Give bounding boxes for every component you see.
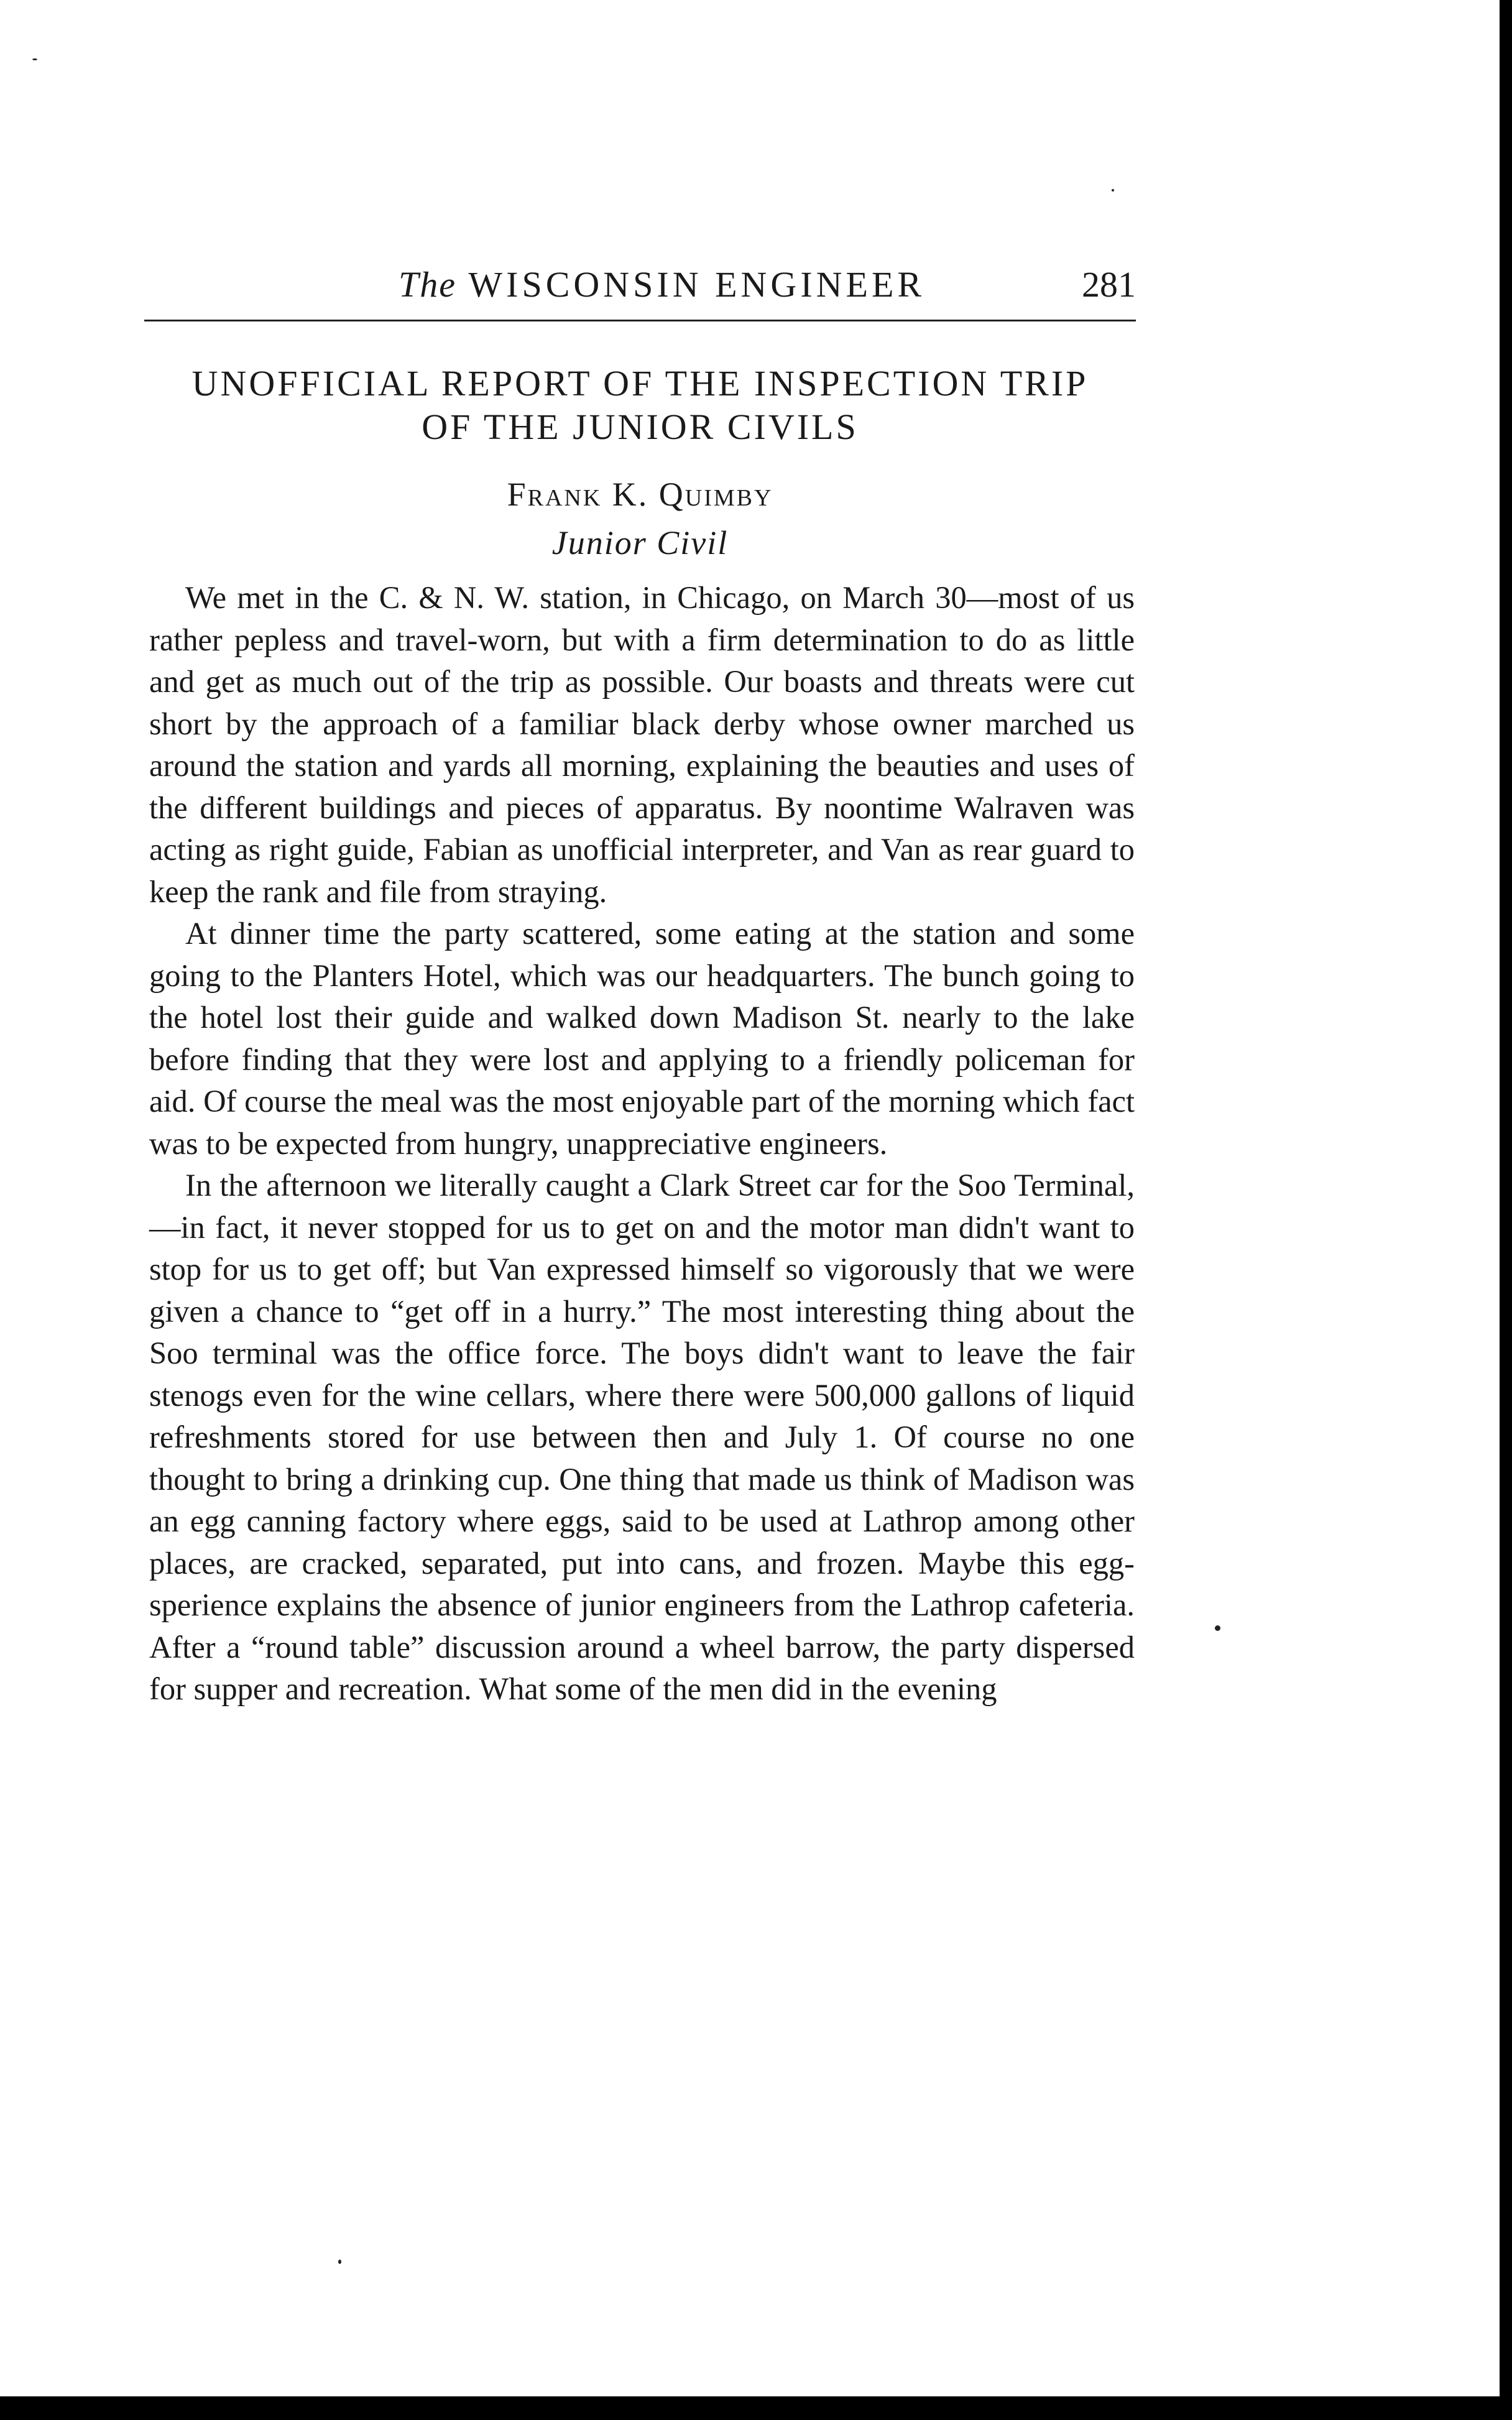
article-title-line-2: OF THE JUNIOR CIVILS bbox=[422, 407, 859, 447]
scan-border-right bbox=[1500, 0, 1512, 2420]
scan-speck bbox=[1112, 189, 1114, 192]
page-number: 281 bbox=[1082, 264, 1136, 305]
article-title-line-1: UNOFFICIAL REPORT OF THE INSPECTION TRIP bbox=[191, 363, 1089, 404]
journal-title: WISCONSIN ENGINEER bbox=[468, 264, 926, 305]
paragraph-1: We met in the C. & N. W. station, in Chicago, on March 30—most of us rather pepless and travel-worn, but with a firm determination to do as little and get as much out of the trip as possible. Our boasts and threats were cut short by the approach of a familiar black derby whose owner marched us around the station and yards all morning, explaining the beauties and uses of the different buildings and pieces of apparatus. By noontime Walraven was acting as right guide, Fabian as unofficial interpreter, and Van as rear guard to keep the rank and file from straying. bbox=[149, 580, 1135, 909]
article-author: Frank K. Quimby bbox=[507, 476, 773, 513]
journal-prefix: The bbox=[398, 264, 456, 305]
running-head bbox=[144, 260, 1136, 322]
header-rule bbox=[144, 320, 1136, 321]
article-body bbox=[149, 577, 1135, 1711]
journal-name bbox=[144, 264, 1136, 305]
scan-speck bbox=[1215, 1625, 1220, 1631]
scan-speck bbox=[32, 58, 37, 60]
author-affiliation: Junior Civil bbox=[551, 524, 729, 561]
scan-border-bottom bbox=[0, 2396, 1512, 2420]
paragraph-3: In the afternoon we literally caught a Clark Street car for the Soo Terminal,—in fact, it never stopped for us to get on and the motor man didn't want to stop for us to get off; but Van expressed himself so vigorously that we were given a chance to “get off in a hurry.” The most interesting thing about the Soo terminal was the office force. The boys didn't want to leave the fair stenogs even for the wine cellars, where there were 500,000 gallons of liquid refreshments stored for use between then and July 1. Of course no one thought to bring a drinking cup. One thing that made us think of Madison was an egg canning factory where eggs, said to be used at Lathrop among other places, are cracked, separated, put into cans, and frozen. Maybe this egg-sperience explains the absence of junior engineers from the Lathrop cafeteria. After a “round table” discussion around a wheel barrow, the party dispersed for supper and recreation. What some of the men did in the evening bbox=[149, 1168, 1135, 1706]
article-title bbox=[144, 362, 1136, 449]
scan-speck bbox=[338, 2260, 341, 2264]
paragraph-2: At dinner time the party scattered, some eating at the station and some going to the Planters Hotel, which was our headquarters. The bunch going to the hotel lost their guide and walked down Madison St. nearly to the lake before finding that they were lost and applying to a friendly policeman for aid. Of course the meal was the most enjoyable part of the morning which fact was to be expected from hungry, unappreciative engineers. bbox=[149, 916, 1135, 1161]
